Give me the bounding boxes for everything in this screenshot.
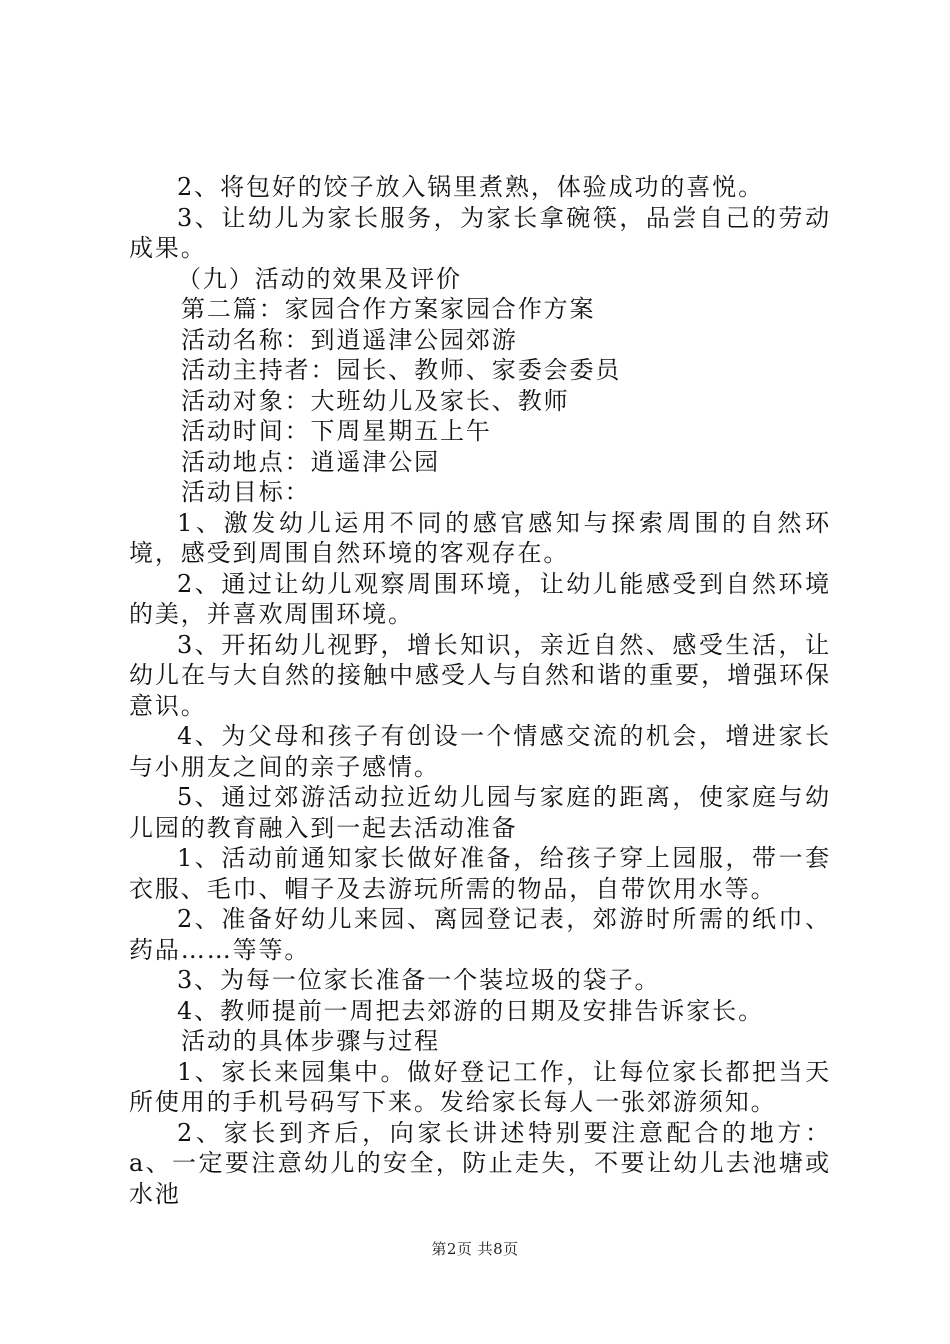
- goal-item: 5、通过郊游活动拉近幼儿园与家庭的距离，使家庭与幼儿园的教育融入到一起去活动准备: [129, 783, 831, 842]
- preparation-item: 2、准备好幼儿来园、离园登记表，郊游时所需的纸巾、药品……等等。: [129, 905, 831, 964]
- goal-item: 2、通过让幼儿观察周围环境，让幼儿能感受到自然环境的美，并喜欢周围环境。: [129, 569, 831, 628]
- paragraph: 2、将包好的饺子放入锅里煮熟，体验成功的喜悦。: [177, 173, 764, 201]
- page-number-footer: 第2页 共8页: [431, 1240, 519, 1258]
- steps-heading: 活动的具体步骤与过程: [181, 1027, 440, 1055]
- activity-time: 活动时间：下周星期五上午: [181, 417, 492, 445]
- goal-item: 1、激发幼儿运用不同的感官感知与探索周围的自然环境，感受到周围自然环境的客观存在。: [129, 508, 831, 567]
- activity-host: 活动主持者：园长、教师、家委会委员: [181, 356, 622, 384]
- step-item: 2、家长到齐后，向家长讲述特别要注意配合的地方：a、一定要注意幼儿的安全，防止走失，不要让幼儿去池塘或水池: [129, 1118, 831, 1208]
- preparation-item: 1、活动前通知家长做好准备，给孩子穿上园服，带一套衣服、毛巾、帽子及去游玩所需的物品，自带饮用水等。: [129, 844, 831, 903]
- activity-goals-heading: 活动目标：: [181, 478, 311, 506]
- document-body: [129, 172, 831, 1209]
- goal-item: 4、为父母和孩子有创设一个情感交流的机会，增进家长与小朋友之间的亲子感情。: [129, 722, 831, 781]
- paragraph: 3、让幼儿为家长服务，为家长拿碗筷，品尝自己的劳动成果。: [129, 203, 831, 262]
- step-item: 1、家长来园集中。做好登记工作，让每位家长都把当天所使用的手机号码写下来。发给家长每人一张郊游须知。: [129, 1057, 831, 1116]
- section-heading: （九）活动的效果及评价: [177, 264, 462, 293]
- goal-item: 3、开拓幼儿视野，增长知识，亲近自然、感受生活，让幼儿在与大自然的接触中感受人与自然和谐的重要，增强环保意识。: [129, 630, 831, 720]
- chapter-title: 第二篇：家园合作方案家园合作方案: [181, 295, 596, 323]
- preparation-item: 4、教师提前一周把去郊游的日期及安排告诉家长。: [177, 996, 764, 1025]
- preparation-item: 3、为每一位家长准备一个装垃圾的袋子。: [177, 966, 661, 994]
- activity-name: 活动名称：到逍遥津公园郊游: [181, 325, 518, 354]
- activity-location: 活动地点：逍遥津公园: [181, 447, 440, 476]
- activity-audience: 活动对象：大班幼儿及家长、教师: [181, 386, 570, 415]
